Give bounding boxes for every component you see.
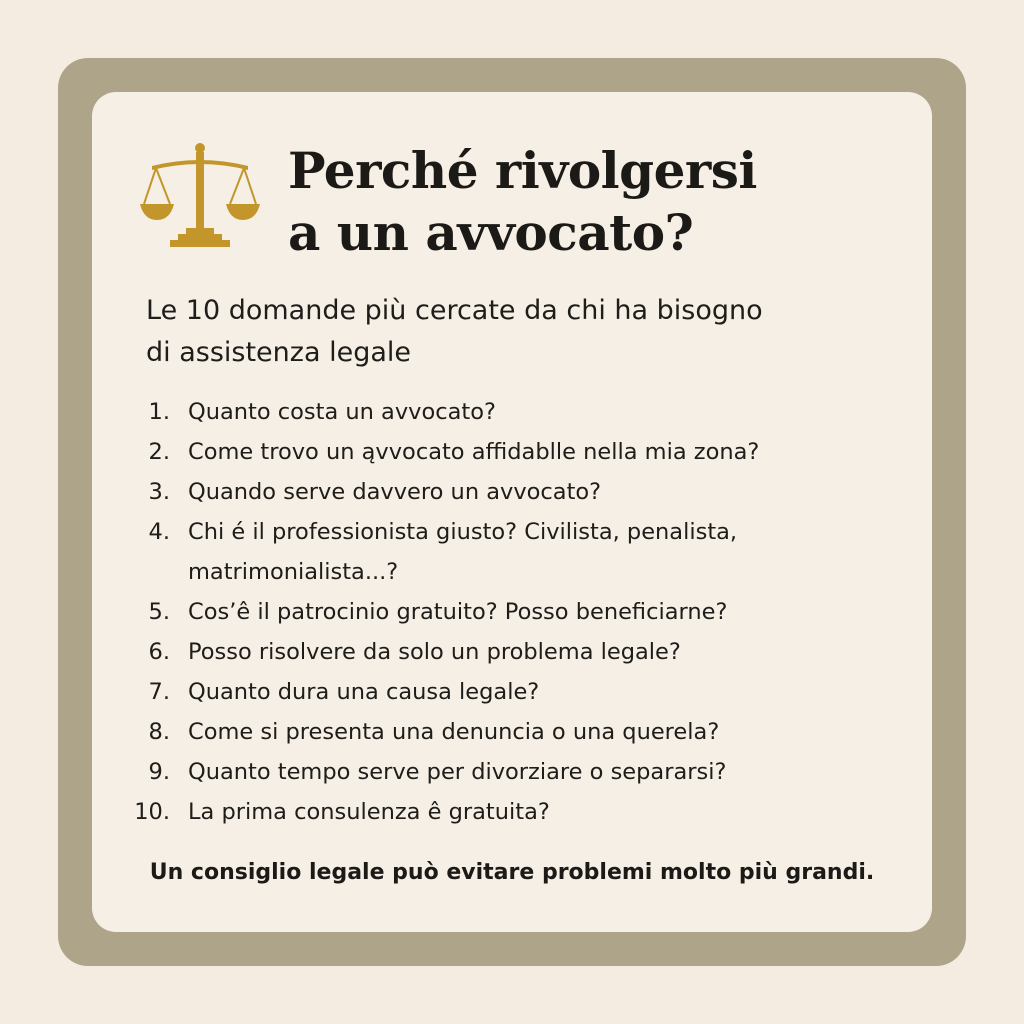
item-question: Cos’ê il patrocinio gratuito? Posso beneficiarne?: [188, 599, 728, 625]
item-question: Come trovo un ąvvocato affidablle nella mia zona?: [188, 439, 760, 465]
list-item: [130, 512, 910, 592]
item-number: 1.: [148, 399, 170, 425]
list-item: [130, 632, 910, 672]
list-item: [130, 592, 910, 632]
item-question: Quanto costa un avvocato?: [188, 399, 496, 425]
faq-list: [130, 392, 910, 832]
list-item: [130, 472, 910, 512]
list-item: [130, 712, 910, 752]
item-question: Chi é il professionista giusto? Civilista, penalista, matrimonialista...?: [188, 519, 738, 585]
list-item: [130, 672, 910, 712]
item-question: Quando serve davvero un avvocato?: [188, 479, 602, 505]
list-item: [130, 792, 910, 832]
list-item: [130, 432, 910, 472]
item-number: 6.: [148, 639, 170, 665]
subtitle-line-2: di assistenza legale: [146, 337, 411, 368]
subtitle: [146, 290, 906, 374]
item-question: Quanto tempo serve per divorziare o separarsi?: [188, 759, 727, 785]
item-number: 3.: [148, 479, 170, 505]
item-question: Come si presenta una denuncia o una querela?: [188, 719, 720, 745]
item-question: Quanto dura una causa legale?: [188, 679, 540, 705]
subtitle-line-1: Le 10 domande più cercate da chi ha bisogno: [146, 295, 763, 326]
item-question: La prima consulenza ê gratuita?: [188, 799, 550, 825]
item-number: 5.: [148, 599, 170, 625]
title-line-1: Perché rivolgersi: [288, 141, 757, 200]
item-number: 10.: [134, 799, 170, 825]
item-number: 4.: [148, 519, 170, 545]
scales-of-justice-icon: [140, 140, 260, 250]
list-item: [130, 392, 910, 432]
page-title: [288, 140, 757, 264]
item-number: 8.: [148, 719, 170, 745]
item-number: 9.: [148, 759, 170, 785]
list-item: [130, 752, 910, 792]
title-line-2: a un avvocato?: [288, 203, 694, 262]
item-question: Posso risolvere da solo un problema legale?: [188, 639, 681, 665]
item-number: 7.: [148, 679, 170, 705]
footer-tagline: Un consiglio legale può evitare problemi molto più grandi.: [149, 860, 875, 885]
item-number: 2.: [148, 439, 170, 465]
